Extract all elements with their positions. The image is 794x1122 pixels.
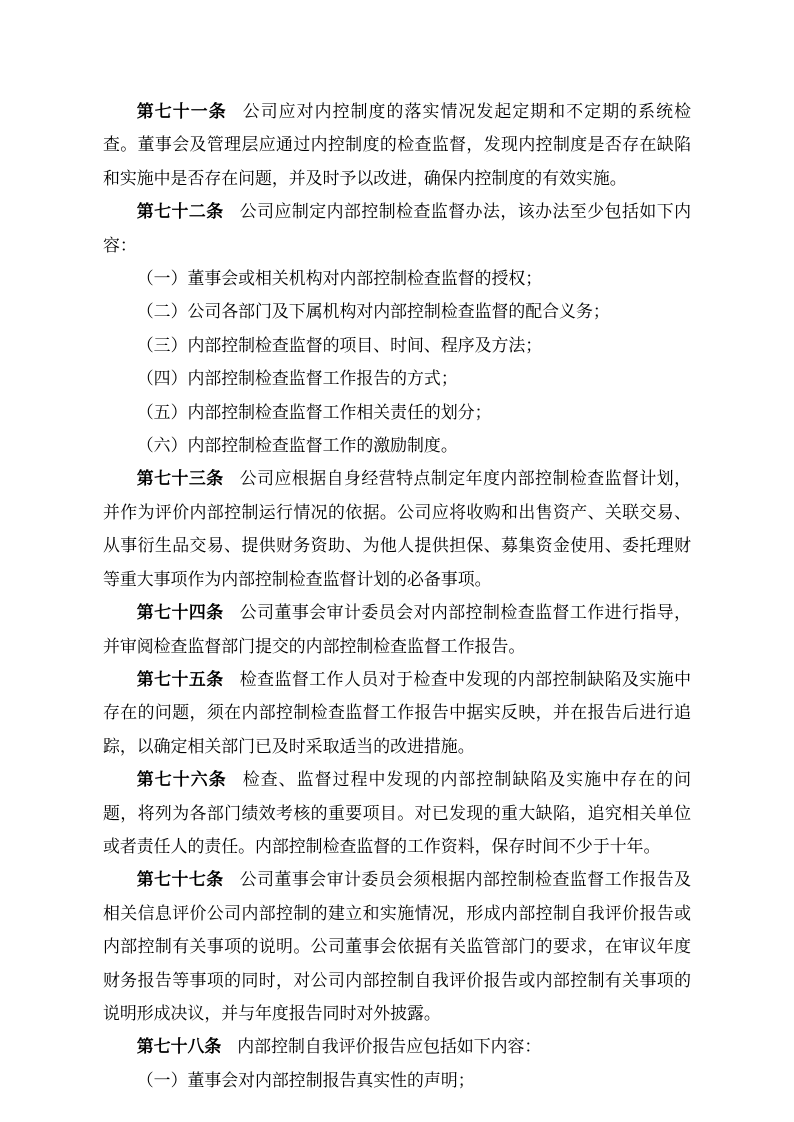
article-75-text: 检查监督工作人员对于检查中发现的内部控制缺陷及实施中存在的问题，须在内部控制检查监督工作报告中据实反映，并在报告后进行追踪，以确定相关部门已及时采取适当的改进措施。 <box>103 669 692 756</box>
article-78-text: 内部控制自我评价报告应包括如下内容： <box>237 1037 542 1057</box>
article-71-text: 公司应对内控制度的落实情况发起定期和不定期的系统检查。董事会及管理层应通过内控制度的检查监督，发现内控制度是否存在缺陷和实施中是否存在问题，并及时予以改进，确保内控制度的有效实施。 <box>103 102 691 188</box>
article-78-number: 第七十八条 <box>136 1037 222 1057</box>
article-74-text: 公司董事会审计委员会对内部控制检查监督工作进行指导，并审阅检查监督部门提交的内部控制检查监督工作报告。 <box>103 603 692 656</box>
article-74-number: 第七十四条 <box>136 603 224 623</box>
article-74 <box>103 596 691 663</box>
article-76 <box>103 763 691 863</box>
article-77-text: 公司董事会审计委员会须根据内部控制检查监督工作报告及相关信息评价公司内部控制的建立和实施情况，形成内部控制自我评价报告或内部控制有关事项的说明。公司董事会依据有关监管部门的要求，在审议年度财务报告等事项的同时，对公司内部控制自我评价报告或内部控制有关事项的说明形成决议，并与年度报告同时对外披露。 <box>103 870 692 1023</box>
article-72-item-6: （六）内部控制检查监督工作的激励制度。 <box>136 436 458 456</box>
article-72-text: 公司应制定内部控制检查监督办法，该办法至少包括如下内容： <box>103 202 692 255</box>
article-72-item-1: （一）董事会或相关机构对内部控制检查监督的授权； <box>136 269 543 289</box>
article-73-number: 第七十三条 <box>136 469 224 489</box>
article-75 <box>103 663 691 763</box>
article-72-item-5: （五）内部控制检查监督工作相关责任的划分； <box>136 402 492 422</box>
article-76-number: 第七十六条 <box>136 770 227 790</box>
article-72 <box>103 195 691 262</box>
article-73 <box>103 462 691 596</box>
article-72-number: 第七十二条 <box>136 202 224 222</box>
article-77-number: 第七十七条 <box>136 870 224 890</box>
article-71-number: 第七十一条 <box>136 102 227 121</box>
article-72-item-3: （三）内部控制检查监督的项目、时间、程序及方法； <box>136 335 543 355</box>
article-75-number: 第七十五条 <box>136 669 224 689</box>
article-71 <box>103 95 691 195</box>
article-76-text: 检查、监督过程中发现的内部控制缺陷及实施中存在的问题，将列为各部门绩效考核的重要项目。对已发现的重大缺陷，追究相关单位或者责任人的责任。内部控制检查监督的工作资料，保存时间不少于十年。 <box>103 770 691 856</box>
article-72-item-4: （四）内部控制检查监督工作报告的方式； <box>136 369 458 389</box>
article-78-item-1: （一）董事会对内部控制报告真实性的声明； <box>136 1070 475 1090</box>
article-77 <box>103 863 691 1030</box>
article-72-item-2: （二）公司各部门及下属机构对内部控制检查监督的配合义务； <box>136 302 610 322</box>
article-73-text: 公司应根据自身经营特点制定年度内部控制检查监督计划，并作为评价内部控制运行情况的依据。公司应将收购和出售资产、关联交易、从事衍生品交易、提供财务资助、为他人提供担保、募集资金使用、委托理财等重大事项作为内部控制检查监督计划的必备事项。 <box>103 469 692 589</box>
document-body <box>103 95 691 1097</box>
article-78 <box>103 1030 691 1063</box>
